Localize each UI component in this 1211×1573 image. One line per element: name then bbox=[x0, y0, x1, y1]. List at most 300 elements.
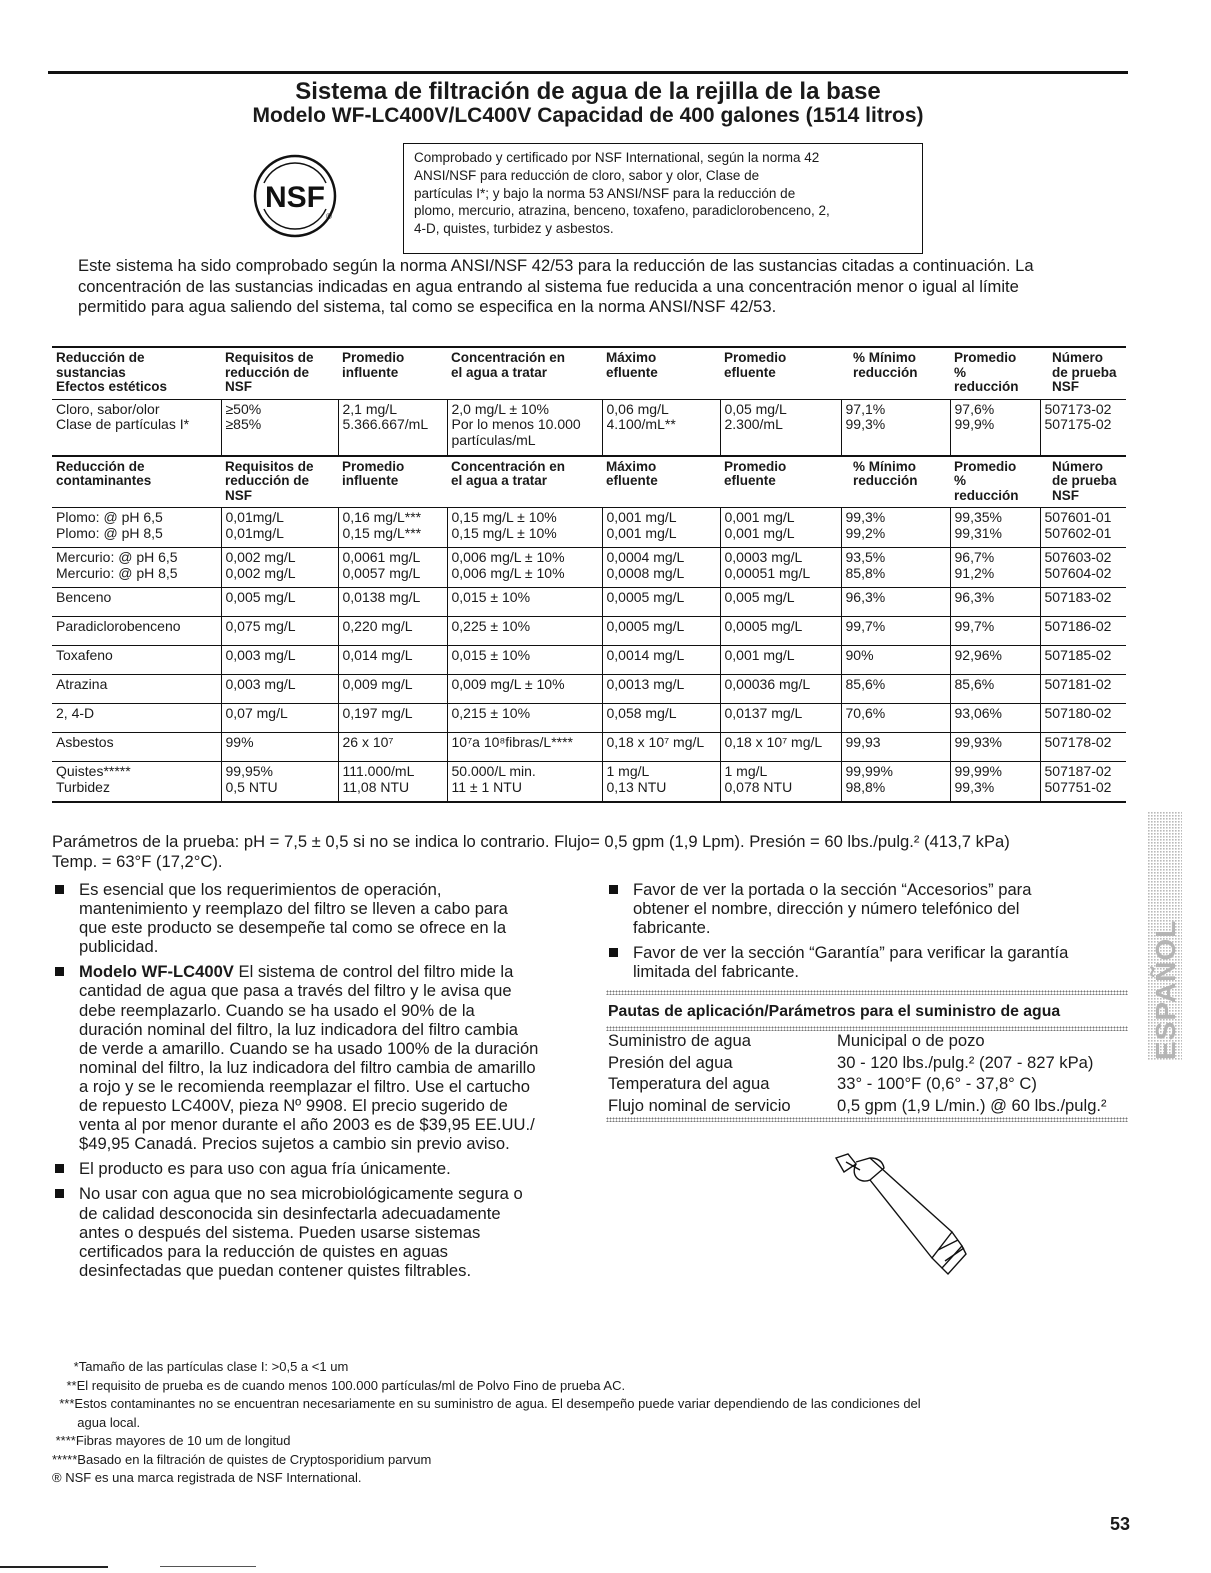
table-cell bbox=[52, 399, 221, 456]
table-cell bbox=[338, 675, 447, 704]
table-cell bbox=[950, 704, 1040, 733]
table-row bbox=[52, 548, 1126, 588]
cell-line: 96,3% bbox=[845, 590, 886, 605]
nsf-logo-text: NSF bbox=[265, 181, 325, 214]
cell-line: 26 x 10⁷ bbox=[342, 735, 394, 750]
section-tab-label: ESPAÑOL bbox=[1150, 919, 1181, 1060]
table-cell bbox=[950, 588, 1040, 617]
cell-line: 0,0014 mg/L bbox=[606, 648, 685, 663]
bullet-line: antes o después del sistema. Pueden usarse sistemas bbox=[79, 1222, 481, 1242]
cell-line: 0,06 mg/L bbox=[606, 401, 669, 417]
table-cell bbox=[338, 399, 447, 456]
guideline-value: 30 - 120 lbs./pulg.² (207 - 827 kPa) bbox=[837, 1052, 1094, 1072]
cell-line: 0,01mg/L bbox=[225, 510, 284, 525]
cell-line: 0,15 mg/L ± 10% bbox=[451, 510, 557, 525]
bullet-square-icon bbox=[55, 1164, 64, 1173]
intro-line: concentración de las sustancias indicadas en agua entrando al sistema fue reducida a una concentración menor o igual al límite bbox=[78, 276, 1019, 296]
table-cell bbox=[602, 617, 720, 646]
cell-line: 0,015 ± 10% bbox=[451, 648, 531, 663]
table-cell bbox=[602, 399, 720, 456]
table-cell bbox=[841, 617, 950, 646]
bullet-item bbox=[52, 962, 572, 1153]
header-line: Requisitos de bbox=[225, 350, 314, 365]
cell-line: 2,0 mg/L ± 10% bbox=[451, 401, 549, 417]
svg-text:®: ® bbox=[326, 212, 332, 221]
cell-line: 97,1% bbox=[845, 401, 886, 417]
table-row bbox=[52, 646, 1126, 675]
cell-line: 507183-02 bbox=[1044, 590, 1112, 605]
dotted-rule-top bbox=[606, 990, 1128, 995]
cell-line: 0,058 mg/L bbox=[606, 706, 677, 721]
table-cell bbox=[720, 399, 841, 456]
table-cell bbox=[602, 588, 720, 617]
cell-line: 92,96% bbox=[954, 648, 1002, 663]
table-cell bbox=[447, 617, 602, 646]
header-line: Promedio bbox=[954, 458, 1017, 474]
table-cell bbox=[841, 733, 950, 762]
header-line: NSF bbox=[225, 379, 252, 394]
cell-line: 0,16 mg/L*** bbox=[342, 510, 422, 525]
header-line: efluente bbox=[606, 473, 658, 488]
column-header bbox=[338, 347, 447, 399]
header-line: Promedio bbox=[724, 458, 787, 474]
page-subtitle: Modelo WF-LC400V/LC400V Capacidad de 400 galones (1514 litros) bbox=[252, 104, 924, 127]
table-cell bbox=[1040, 399, 1126, 456]
cell-line: 50.000/L min. bbox=[451, 764, 536, 779]
header-line: el agua a tratar bbox=[451, 364, 548, 380]
cert-line: Comprobado y certificado por NSF International, según la norma 42 bbox=[414, 150, 820, 165]
page-title: Sistema de filtración de agua de la rejilla de la base bbox=[295, 78, 881, 105]
cell-line: 96,3% bbox=[954, 590, 995, 605]
table-cell bbox=[338, 588, 447, 617]
cell-line: 0,0005 mg/L bbox=[606, 590, 685, 605]
table-cell bbox=[950, 508, 1040, 548]
table-cell bbox=[1040, 675, 1126, 704]
cell-line: 0,075 mg/L bbox=[225, 619, 296, 634]
column-header bbox=[52, 347, 221, 399]
guidelines-table bbox=[606, 1031, 1107, 1117]
cell-line: 2, 4-D bbox=[56, 706, 95, 721]
cell-line: 0,01mg/L bbox=[225, 525, 284, 541]
cell-line: 0,00036 mg/L bbox=[724, 677, 811, 692]
bullet-line: Es esencial que los requerimientos de operación, bbox=[79, 880, 442, 899]
cell-line: 1 mg/L bbox=[606, 764, 650, 779]
bullet-item bbox=[52, 1159, 572, 1178]
bullet-line: obtener el nombre, dirección y número telefónico del bbox=[633, 899, 1020, 919]
cell-line: 10⁷a 10⁸fibras/L**** bbox=[451, 735, 573, 750]
table-cell bbox=[602, 675, 720, 704]
table-cell bbox=[338, 704, 447, 733]
cell-line: Plomo: @ pH 8,5 bbox=[56, 525, 163, 541]
table-cell bbox=[52, 508, 221, 548]
header-line: reducción de bbox=[225, 364, 310, 380]
cell-line: 0,13 NTU bbox=[606, 779, 667, 795]
table-cell bbox=[52, 675, 221, 704]
table-cell bbox=[1040, 704, 1126, 733]
table-cell bbox=[1040, 617, 1126, 646]
cell-line: 11 ± 1 NTU bbox=[451, 779, 522, 795]
table-cell bbox=[52, 733, 221, 762]
table-cell bbox=[950, 548, 1040, 588]
table-cell bbox=[841, 508, 950, 548]
bullet-line: limitada del fabricante. bbox=[633, 962, 800, 982]
bullet-line: nominal del filtro, la luz indicadora del filtro cambia de amarillo bbox=[79, 1057, 536, 1077]
table-cell bbox=[221, 588, 338, 617]
header-line: Reducción de bbox=[56, 350, 145, 365]
header-line: NSF bbox=[1052, 487, 1079, 503]
header-line: Número bbox=[1052, 350, 1104, 365]
table-cell bbox=[1040, 548, 1126, 588]
cell-line: 99,9% bbox=[954, 417, 995, 432]
table-cell bbox=[1040, 762, 1126, 803]
cell-line: 0,0005 mg/L bbox=[606, 619, 685, 634]
column-header bbox=[1040, 456, 1126, 508]
table-cell bbox=[338, 548, 447, 588]
cell-line: Paradiclorobenceno bbox=[56, 619, 181, 634]
column-header bbox=[221, 456, 338, 508]
cell-line: 507601-01 bbox=[1044, 510, 1112, 525]
table-header-row bbox=[52, 456, 1126, 508]
cell-line: 70,6% bbox=[845, 706, 886, 721]
cell-line: Mercurio: @ pH 6,5 bbox=[56, 550, 178, 565]
header-line: reducción bbox=[954, 379, 1019, 394]
header-line: de prueba bbox=[1052, 364, 1117, 380]
cell-line: 0,015 ± 10% bbox=[451, 590, 531, 605]
cell-line: 4.100/mL** bbox=[606, 417, 676, 432]
guideline-row bbox=[606, 1053, 1107, 1075]
cell-line: 0,18 x 10⁷ mg/L bbox=[606, 735, 705, 750]
table-cell bbox=[841, 704, 950, 733]
cell-line: 99,35% bbox=[954, 510, 1002, 525]
header-line: Concentración en bbox=[451, 458, 566, 474]
cell-line: 0,003 mg/L bbox=[225, 648, 296, 663]
table-row bbox=[52, 508, 1126, 548]
table-cell bbox=[720, 733, 841, 762]
header-line: Efectos estéticos bbox=[56, 379, 168, 394]
bullet-line: mantenimiento y reemplazo del filtro se lleven a cabo para bbox=[79, 899, 508, 919]
table-cell bbox=[52, 548, 221, 588]
cell-line: 0,014 mg/L bbox=[342, 648, 413, 663]
cell-line: 0,0013 mg/L bbox=[606, 677, 685, 692]
header-line: Reducción de bbox=[56, 458, 145, 474]
cell-line: 99,3% bbox=[954, 779, 995, 795]
notes-list-right bbox=[606, 880, 1126, 987]
cell-line: 99,2% bbox=[845, 525, 886, 541]
header-line: Máximo bbox=[606, 458, 657, 474]
guideline-row bbox=[606, 1031, 1107, 1053]
params-line: Parámetros de la prueba: pH = 7,5 ± 0,5 si no se indica lo contrario. Flujo= 0,5 gpm (1,9 Lpm). Presión = 60 lbs./pulg.² (413,7 kPa) bbox=[52, 832, 1010, 851]
header-line: NSF bbox=[225, 487, 252, 503]
guideline-row bbox=[606, 1074, 1107, 1096]
cell-line: 85,8% bbox=[845, 565, 886, 581]
table-cell bbox=[841, 399, 950, 456]
table-cell bbox=[221, 399, 338, 456]
cell-line: 0,0008 mg/L bbox=[606, 565, 685, 581]
header-line: influente bbox=[342, 473, 399, 488]
table-cell bbox=[602, 762, 720, 803]
column-header bbox=[602, 456, 720, 508]
cell-line: 0,006 mg/L ± 10% bbox=[451, 550, 565, 565]
table-cell bbox=[447, 733, 602, 762]
table-cell bbox=[1040, 588, 1126, 617]
header-line: Promedio bbox=[724, 350, 787, 365]
table-cell bbox=[221, 733, 338, 762]
cell-line: Clase de partículas I* bbox=[56, 417, 190, 432]
table-cell bbox=[720, 508, 841, 548]
guideline-label: Presión del agua bbox=[608, 1052, 733, 1072]
cell-line: 0,001 mg/L bbox=[724, 525, 795, 541]
table-cell bbox=[447, 646, 602, 675]
cell-line: 0,05 mg/L bbox=[724, 401, 787, 417]
cell-line: 0,18 x 10⁷ mg/L bbox=[724, 735, 823, 750]
column-header bbox=[841, 456, 950, 508]
bullet-line: Favor de ver la sección “Garantía” para verificar la garantía bbox=[633, 943, 1069, 963]
cell-line: 507603-02 bbox=[1044, 550, 1112, 565]
column-header bbox=[52, 456, 221, 508]
cell-line: 99,3% bbox=[845, 510, 886, 525]
header-line: reducción bbox=[853, 364, 918, 380]
top-rule bbox=[48, 71, 1128, 74]
bullet-item bbox=[52, 880, 572, 956]
table-row bbox=[52, 399, 1126, 456]
cell-line: 99,7% bbox=[845, 619, 886, 634]
table-row bbox=[52, 617, 1126, 646]
column-header bbox=[720, 456, 841, 508]
cert-line: 4-D, quistes, turbidez y asbestos. bbox=[414, 221, 614, 237]
page-number: 53 bbox=[1109, 1514, 1130, 1534]
table-cell bbox=[950, 762, 1040, 803]
bullet-line: fabricante. bbox=[633, 918, 711, 938]
guideline-label: Suministro de agua bbox=[608, 1031, 751, 1050]
cell-line: 11,08 NTU bbox=[342, 779, 410, 795]
cell-line: 0,5 NTU bbox=[225, 779, 278, 795]
table-cell bbox=[1040, 508, 1126, 548]
cell-line: 90% bbox=[845, 648, 874, 663]
bullet-bold-lead: Modelo WF-LC400V bbox=[79, 962, 234, 982]
cell-line: 507187-02 bbox=[1044, 764, 1112, 779]
cell-line: 91,2% bbox=[954, 565, 995, 581]
table-header-row bbox=[52, 347, 1126, 399]
header-line: contaminantes bbox=[56, 473, 152, 488]
cell-line: partículas/mL bbox=[451, 432, 536, 448]
cell-line: 96,7% bbox=[954, 550, 995, 565]
cell-line: 0,078 NTU bbox=[724, 779, 793, 795]
cell-line: 0,215 ± 10% bbox=[451, 706, 531, 721]
table-cell bbox=[841, 675, 950, 704]
bullet-square-icon bbox=[55, 1189, 64, 1198]
header-line: Promedio bbox=[342, 458, 405, 474]
cell-line: ≥50% bbox=[225, 401, 262, 417]
table-cell bbox=[602, 508, 720, 548]
intro-line: permitido para agua saliendo del sistema, tal como se especifica en la norma ANSI/NSF 42/53. bbox=[78, 297, 777, 316]
footnote-line: *****Basado en la filtración de quistes de Cryptosporidium parvum bbox=[52, 1451, 432, 1467]
header-line: reducción bbox=[954, 487, 1019, 503]
cell-line: 85,6% bbox=[845, 677, 886, 692]
table-cell bbox=[221, 762, 338, 803]
table-cell bbox=[447, 704, 602, 733]
cell-line: 0,15 mg/L ± 10% bbox=[451, 525, 557, 541]
bottom-rule bbox=[0, 1566, 108, 1568]
bottom-rule-short bbox=[160, 1566, 256, 1567]
cell-line: 0,15 mg/L*** bbox=[342, 525, 422, 541]
cell-line: ≥85% bbox=[225, 417, 262, 432]
table-cell bbox=[221, 548, 338, 588]
bullet-item bbox=[606, 880, 1126, 937]
table-cell bbox=[602, 548, 720, 588]
dotted-rule-bottom bbox=[606, 1117, 1128, 1122]
header-line: Requisitos de bbox=[225, 458, 314, 474]
cert-line: ANSI/NSF para reducción de cloro, sabor y olor, Clase de bbox=[414, 167, 760, 183]
table-cell bbox=[447, 588, 602, 617]
cell-line: 0,0137 mg/L bbox=[724, 706, 803, 721]
bullet-line: cantidad de agua que pasa a través del filtro y le avisa que bbox=[79, 981, 512, 1001]
cell-line: 0,07 mg/L bbox=[225, 706, 288, 721]
bullet-item bbox=[606, 943, 1126, 981]
table-row bbox=[52, 675, 1126, 704]
header-line: Número bbox=[1052, 458, 1104, 474]
table-cell bbox=[338, 617, 447, 646]
column-header bbox=[602, 347, 720, 399]
column-header bbox=[447, 347, 602, 399]
cell-line: 507175-02 bbox=[1044, 417, 1112, 432]
column-header bbox=[720, 347, 841, 399]
cell-line: 98,8% bbox=[845, 779, 886, 795]
bullet-line: duración nominal del filtro, la luz indicadora del filtro cambia bbox=[79, 1019, 519, 1039]
table-cell bbox=[52, 646, 221, 675]
cell-line: 111.000/mL bbox=[342, 764, 415, 779]
bullet-item bbox=[52, 1184, 572, 1279]
bullet-line: El producto es para uso con agua fría únicamente. bbox=[79, 1159, 451, 1179]
cell-line: 93,5% bbox=[845, 550, 886, 565]
table-cell bbox=[221, 617, 338, 646]
cell-line: 0,00051 mg/L bbox=[724, 565, 811, 581]
cell-line: Turbidez bbox=[56, 779, 110, 795]
table-cell bbox=[52, 704, 221, 733]
table-cell bbox=[950, 617, 1040, 646]
guidelines-title: Pautas de aplicación/Parámetros para el suministro de agua bbox=[608, 1003, 1061, 1020]
footnote-line: **El requisito de prueba es de cuando menos 100.000 partículas/ml de Polvo Fino de prueba AC. bbox=[52, 1377, 626, 1393]
table-cell bbox=[841, 646, 950, 675]
header-line: % Mínimo bbox=[853, 350, 916, 365]
cell-line: 0,0003 mg/L bbox=[724, 550, 803, 565]
header-line: efluente bbox=[724, 473, 776, 488]
header-line: influente bbox=[342, 364, 399, 380]
cell-line: 507751-02 bbox=[1044, 779, 1112, 795]
table-cell bbox=[950, 733, 1040, 762]
table-cell bbox=[338, 646, 447, 675]
header-line: efluente bbox=[724, 364, 776, 380]
header-line: reducción bbox=[853, 473, 918, 488]
table-cell bbox=[1040, 646, 1126, 675]
application-guidelines bbox=[606, 990, 1128, 1122]
column-header bbox=[447, 456, 602, 508]
table-cell bbox=[950, 399, 1040, 456]
cell-line: 97,6% bbox=[954, 401, 995, 417]
table-cell bbox=[52, 588, 221, 617]
notes-list-left bbox=[52, 880, 572, 1286]
cell-line: 507602-01 bbox=[1044, 525, 1112, 541]
bullet-line: venta al por menor durante el año 2003 es de $39,95 EE.UU./ bbox=[79, 1115, 535, 1135]
cell-line: 0,001 mg/L bbox=[606, 525, 677, 541]
cell-line: 2.300/mL bbox=[724, 417, 783, 432]
column-header bbox=[1040, 347, 1126, 399]
cell-line: 99,95% bbox=[225, 764, 273, 779]
cell-line: 0,225 ± 10% bbox=[451, 619, 531, 634]
bullet-square-icon bbox=[55, 967, 64, 976]
bullet-line: $49,95 Canadá. Precios sujetos a cambio sin previo aviso. bbox=[79, 1134, 510, 1154]
cell-line: Asbestos bbox=[56, 735, 114, 750]
cell-line: 99,31% bbox=[954, 525, 1002, 541]
cell-line: 2,1 mg/L bbox=[342, 401, 397, 417]
column-header bbox=[950, 456, 1040, 508]
table-cell bbox=[52, 617, 221, 646]
test-parameters bbox=[52, 832, 1132, 872]
cell-line: 0,003 mg/L bbox=[225, 677, 296, 692]
table-cell bbox=[602, 733, 720, 762]
cell-line: 507604-02 bbox=[1044, 565, 1112, 581]
header-line: % bbox=[954, 473, 967, 488]
column-header bbox=[950, 347, 1040, 399]
cell-line: 0,0005 mg/L bbox=[724, 619, 803, 634]
cell-line: Toxafeno bbox=[56, 648, 113, 663]
cell-line: Plomo: @ pH 6,5 bbox=[56, 510, 163, 525]
cell-line: 0,220 mg/L bbox=[342, 619, 413, 634]
table-cell bbox=[221, 508, 338, 548]
table-cell bbox=[447, 762, 602, 803]
cell-line: 0,0004 mg/L bbox=[606, 550, 685, 565]
cell-line: 99,99% bbox=[954, 764, 1002, 779]
column-header bbox=[841, 347, 950, 399]
cell-line: 507173-02 bbox=[1044, 401, 1112, 417]
column-header bbox=[338, 456, 447, 508]
guideline-label: Flujo nominal de servicio bbox=[608, 1095, 791, 1115]
cell-line: Por lo menos 10.000 bbox=[451, 417, 581, 432]
cell-line: 99,3% bbox=[845, 417, 886, 432]
bullet-line: Favor de ver la portada o la sección “Accesorios” para bbox=[633, 880, 1032, 899]
bullet-line: que este producto se desempeñe tal como se ofrece en la bbox=[79, 918, 507, 938]
table-cell bbox=[950, 646, 1040, 675]
bullet-text: El sistema de control del filtro mide la bbox=[233, 962, 514, 982]
cell-line: 0,002 mg/L bbox=[225, 565, 296, 581]
cell-line: 99,93% bbox=[954, 735, 1002, 750]
guideline-row bbox=[606, 1096, 1107, 1118]
header-line: Concentración en bbox=[451, 350, 566, 365]
cell-line: 93,06% bbox=[954, 706, 1002, 721]
table-cell bbox=[447, 399, 602, 456]
table-cell bbox=[720, 548, 841, 588]
table-cell bbox=[720, 762, 841, 803]
table-cell bbox=[447, 508, 602, 548]
bullet-line: certificados para la reducción de quistes en aguas bbox=[79, 1241, 448, 1261]
cell-line: 1 mg/L bbox=[724, 764, 768, 779]
cell-line: 0,005 mg/L bbox=[724, 590, 795, 605]
table-cell bbox=[720, 675, 841, 704]
footnote-line: agua local. bbox=[52, 1414, 141, 1430]
header-line: el agua a tratar bbox=[451, 473, 548, 488]
cell-line: 507186-02 bbox=[1044, 619, 1112, 634]
table-cell bbox=[221, 675, 338, 704]
cert-line: partículas I*; y bajo la norma 53 ANSI/NSF para la reducción de bbox=[414, 185, 796, 201]
table-cell bbox=[841, 548, 950, 588]
cell-line: 99,99% bbox=[845, 764, 893, 779]
intro-line: Este sistema ha sido comprobado según la norma ANSI/NSF 42/53 para la reducción de las sustancias citadas a continuación. La bbox=[78, 256, 1034, 275]
footnote-line: ***Estos contaminantes no se encuentran necesariamente en su suministro de agua. El desempeño puede variar dependiendo de las condiciones del bbox=[52, 1396, 921, 1411]
header-line: NSF bbox=[1052, 379, 1079, 394]
table-row bbox=[52, 704, 1126, 733]
cell-line: 85,6% bbox=[954, 677, 995, 692]
bullet-line bbox=[79, 962, 572, 981]
table-cell bbox=[602, 646, 720, 675]
